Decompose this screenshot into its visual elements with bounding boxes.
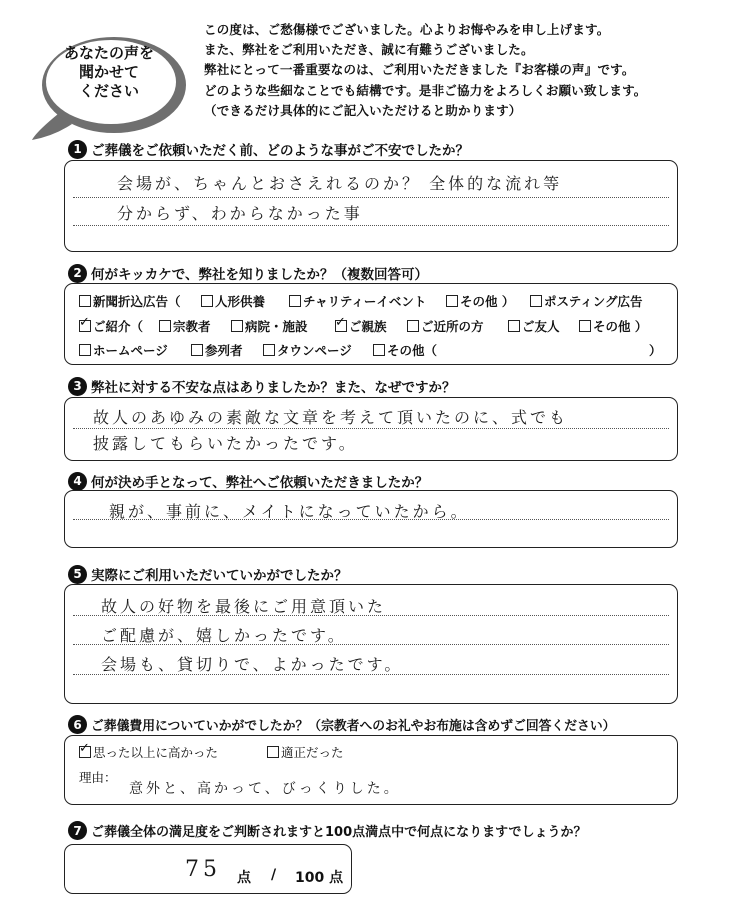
- q7-title: [68, 821, 587, 840]
- q1-answer-line: 分からず、わからなかった事: [117, 204, 363, 223]
- q2-option-label: ポスティング広告: [544, 294, 643, 309]
- bubble-line: ください: [78, 82, 139, 100]
- q2-number: 2: [68, 264, 87, 283]
- checkbox[interactable]: [267, 746, 279, 758]
- q2-option[interactable]: [191, 341, 243, 359]
- q2-option[interactable]: [335, 317, 387, 335]
- q4-number: 4: [68, 472, 87, 491]
- intro-line: 弊社にとって一番重要なのは、ご利用いただきました『お客様の声』です。: [204, 62, 635, 78]
- q2-close-paren: ）: [649, 343, 662, 358]
- q2-option-label: 宗教者: [173, 319, 211, 334]
- q2-options-box: [64, 283, 678, 365]
- q2-option[interactable]: [373, 341, 437, 359]
- checkbox[interactable]: [231, 320, 243, 332]
- intro-line: また、弊社をご利用いただき、誠に有難うございました。: [204, 42, 534, 58]
- q6-option-high[interactable]: [79, 743, 218, 761]
- q7-score-value[interactable]: 75: [185, 857, 221, 882]
- q7-score-box: [64, 844, 352, 894]
- q3-title: [68, 376, 456, 396]
- q2-option[interactable]: [79, 292, 181, 310]
- q5-title: [68, 564, 348, 584]
- q4-title: [68, 471, 428, 491]
- q2-option-label: ご紹介（: [93, 319, 144, 334]
- q1-number: 1: [68, 140, 87, 159]
- q1-answer-line: 会場が、ちゃんとおさえれるのか？ 全体的な流れ等: [117, 174, 563, 193]
- checkbox[interactable]: [508, 320, 520, 332]
- q1-answer-box[interactable]: [64, 160, 678, 252]
- q5-answer-line: 故人の好物を最後にご用意頂いた: [101, 597, 387, 616]
- q2-option-label: 病院・施設: [245, 319, 308, 334]
- bubble-text: [50, 44, 168, 101]
- q7-number: 7: [68, 821, 87, 840]
- checkbox[interactable]: [373, 344, 385, 356]
- q2-option-label: 新聞折込広告（: [93, 294, 181, 309]
- q5-number: 5: [68, 565, 87, 584]
- intro-text: [204, 20, 647, 121]
- q4-title-text: 何が決め手となって、弊社へご依頼いただきましたか？: [91, 475, 429, 491]
- q6-option-fair[interactable]: [267, 743, 344, 761]
- q2-option-label: その他 ）: [460, 294, 515, 309]
- checkbox[interactable]: [407, 320, 419, 332]
- q2-option[interactable]: [579, 317, 647, 335]
- q2-option[interactable]: [79, 341, 168, 359]
- q6-reason-text[interactable]: 意外と、高かって、びっくりした。: [129, 781, 401, 797]
- q6-reason-label: 理由：: [79, 770, 117, 785]
- q2-option-label: ホームページ: [93, 343, 168, 358]
- q2-option-label: ご近所の方: [421, 319, 484, 334]
- q3-title-text: 弊社に対する不安な点はありましたか？また、なぜですか？: [91, 380, 456, 396]
- checkbox[interactable]: [79, 344, 91, 356]
- q6-title-text: ご葬儀費用についていかがでしたか？（宗教者へのお礼やお布施は含めずご回答ください）: [91, 719, 616, 734]
- q5-title-text: 実際にご利用いただいていかがでしたか？: [91, 568, 348, 584]
- q4-answer-box[interactable]: [64, 490, 678, 548]
- q2-option-label: 人形供養: [215, 294, 266, 309]
- checkbox[interactable]: [201, 295, 213, 307]
- q2-option[interactable]: [201, 292, 265, 310]
- q3-answer-line: 故人のあゆみの素敵な文章を考えて頂いたのに、式でも: [93, 408, 569, 427]
- q6-number: 6: [68, 715, 87, 734]
- q2-option-label: その他（: [387, 343, 438, 358]
- q2-option[interactable]: [446, 292, 514, 310]
- intro-line: どのような些細なことでも結構です。是非ご協力をよろしくお願い致します。: [204, 82, 647, 98]
- checkbox-checked[interactable]: [335, 320, 347, 332]
- q2-option[interactable]: [289, 292, 426, 310]
- q6-title: [68, 715, 615, 734]
- checkbox[interactable]: [579, 320, 591, 332]
- q7-score-unit: 点: [237, 870, 251, 886]
- q3-answer-box[interactable]: [64, 397, 678, 461]
- q4-answer-line: 親が、事前に、メイトになっていたから。: [109, 502, 470, 521]
- bubble-line: 聞かせて: [78, 63, 139, 81]
- q5-answer-line: ご配慮が、嬉しかったです。: [101, 626, 347, 645]
- q1-title: [68, 139, 469, 159]
- q5-answer-box[interactable]: [64, 584, 678, 704]
- checkbox[interactable]: [530, 295, 542, 307]
- q5-answer-line: 会場も、貸切りで、よかったです。: [101, 655, 404, 674]
- checkbox[interactable]: [79, 295, 91, 307]
- checkbox[interactable]: [263, 344, 275, 356]
- q2-option-label: その他 ）: [593, 319, 648, 334]
- q7-title-text: ご葬儀全体の満足度をご判断されますと100点満点中で何点になりますでしょうか？: [91, 825, 587, 840]
- q2-option-label: ご親族: [349, 319, 387, 334]
- q6-box: [64, 735, 678, 805]
- q2-option[interactable]: [231, 317, 308, 335]
- q2-option[interactable]: [407, 317, 484, 335]
- checkbox[interactable]: [446, 295, 458, 307]
- q2-option[interactable]: [530, 292, 643, 310]
- q2-option-label: ご友人: [522, 319, 560, 334]
- q2-title-text: 何がキッカケで、弊社を知りましたか？（複数回答可）: [91, 267, 428, 283]
- q1-title-text: ご葬儀をご依頼いただく前、どのような事がご不安でしたか？: [91, 143, 469, 159]
- q2-option-label: タウンページ: [277, 343, 352, 358]
- intro-line: この度は、ご愁傷様でございました。心よりお悔やみを申し上げます。: [204, 22, 610, 37]
- q2-option-label: 参列者: [205, 343, 243, 358]
- q2-option-label: チャリティーイベント: [303, 294, 427, 309]
- checkbox[interactable]: [191, 344, 203, 356]
- q6-option-label: 適正だった: [281, 745, 344, 760]
- bubble-line: あなたの声を: [63, 44, 154, 62]
- checkbox-checked[interactable]: [79, 320, 91, 332]
- q7-slash: /: [271, 867, 277, 883]
- q3-number: 3: [68, 377, 87, 396]
- checkbox[interactable]: [159, 320, 171, 332]
- q2-title: [68, 263, 428, 283]
- q2-option[interactable]: [263, 341, 352, 359]
- q6-option-label: 思った以上に高かった: [93, 745, 219, 760]
- q3-answer-line: 披露してもらいたかったです。: [93, 434, 358, 453]
- q2-option[interactable]: [159, 317, 211, 335]
- q7-max: 100 点: [295, 870, 344, 886]
- intro-line: （できるだけ具体的にご記入いただけると助かります）: [204, 102, 522, 118]
- checkbox[interactable]: [289, 295, 301, 307]
- q2-option[interactable]: [79, 317, 143, 335]
- q2-option[interactable]: [508, 317, 560, 335]
- checkbox-checked[interactable]: [79, 746, 91, 758]
